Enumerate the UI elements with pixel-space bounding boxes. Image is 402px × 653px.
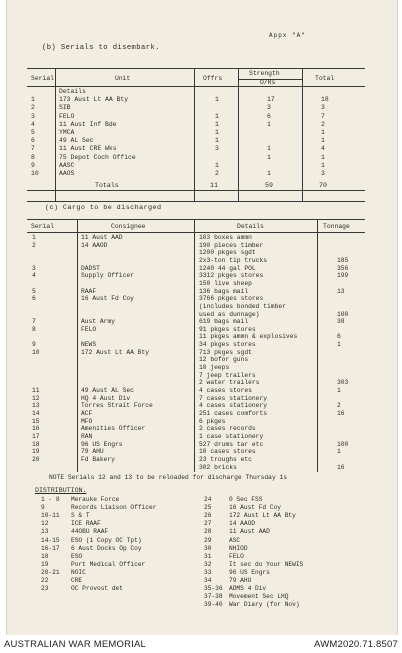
table2-header-tonnage: Tonnage — [323, 223, 350, 230]
footer-accession-number: AWM2020.71.8507 — [314, 639, 398, 650]
details-cell: (includes bonded timber — [199, 302, 286, 310]
details-cell: 3766 pkges stores — [199, 295, 264, 303]
serial-cell: 1 — [32, 234, 36, 241]
document-page — [6, 0, 398, 635]
table1-header-ors: O/Rs — [260, 79, 276, 86]
consignee-cell: 11 Aust AAD — [81, 234, 123, 241]
consignee-cell: MFO — [81, 417, 93, 425]
distribution-number: 16-17 — [41, 544, 60, 552]
serial-cell: 15 — [32, 417, 40, 425]
unit-cell: AAOS — [59, 170, 75, 177]
distribution-recipient: 16 Aust Fd Coy — [229, 504, 281, 512]
consignee-cell: HQ 4 Aust Div — [81, 394, 131, 402]
details-cell: 34 pkges stores — [199, 341, 256, 349]
distribution-number: 9 — [41, 504, 45, 512]
offrs-cell: 1 — [215, 129, 219, 136]
details-cell: 251 cases comforts — [199, 409, 268, 417]
distribution-recipient: Movement Sec LHQ — [229, 593, 289, 601]
table1-row — [31, 137, 371, 145]
note-text: NOTE Serials 12 and 13 to be reloaded for discharge Thursday 1s — [49, 474, 288, 481]
table1-header-serial: Serial — [31, 75, 55, 82]
tonnage-cell: 16 — [337, 409, 345, 417]
distribution-recipient: 44OBU RAAF — [71, 528, 109, 536]
table1-header-total: Total — [315, 75, 335, 82]
ors-cell: 1 — [267, 170, 271, 177]
distribution-recipient: ASC — [229, 536, 241, 544]
distribution-recipient: 0 Sec FSS — [229, 496, 263, 503]
serial-cell: 17 — [32, 432, 40, 440]
serial-cell: 3 — [31, 112, 35, 120]
details-cell: 103 boxes ammn — [199, 234, 252, 241]
total-cell: 7 — [321, 112, 325, 120]
tonnage-cell: 16 — [337, 463, 345, 471]
details-cell: 10 jeeps — [199, 364, 230, 372]
details-cell: 4 cases stores — [199, 387, 252, 394]
table1-totals-total: 70 — [319, 182, 327, 189]
tonnage-cell: 1 — [337, 387, 341, 394]
serial-cell: 13 — [32, 402, 40, 410]
consignee-cell: ACF — [81, 409, 93, 417]
details-cell: 2x3-ton tip trucks — [199, 256, 268, 264]
distribution-recipient: NOIC — [71, 568, 86, 576]
consignee-cell: 79 AHU — [81, 448, 104, 456]
details-cell: 7 cases stationery — [199, 394, 268, 402]
table1-top-rule — [27, 68, 365, 69]
unit-cell: AASC — [59, 161, 75, 169]
unit-cell: 11 Aust Inf Bde — [59, 120, 117, 128]
serial-cell: 12 — [32, 394, 40, 402]
table1-row — [31, 170, 371, 178]
offrs-cell: 2 — [215, 170, 219, 177]
table1-header-unit: Unit — [115, 75, 131, 82]
distribution-number: 20-21 — [41, 568, 60, 576]
distribution-number: 14-15 — [41, 536, 60, 544]
details-cell: 12 bofor guns — [199, 356, 249, 364]
total-cell: 1 — [321, 137, 325, 145]
table1-row — [31, 145, 371, 153]
serial-cell: 8 — [32, 325, 36, 333]
tonnage-cell: 100 — [337, 310, 349, 318]
distribution-number: 23 — [41, 585, 49, 593]
serial-cell: 8 — [31, 153, 35, 161]
details-cell: 6 pkges — [199, 417, 226, 425]
offrs-cell: 1 — [215, 137, 219, 145]
total-cell: 1 — [321, 129, 325, 136]
unit-cell: 49 AL Sec — [59, 137, 94, 145]
total-cell: 4 — [321, 145, 325, 153]
unit-cell: Details — [59, 88, 86, 95]
serial-cell: 10 — [31, 170, 39, 177]
total-cell: 18 — [321, 96, 329, 104]
table2-header-serial: Serial — [31, 223, 55, 230]
details-cell: 190 pieces timber — [199, 241, 264, 249]
distribution-number: 33 — [204, 568, 212, 576]
distribution-recipient: ESO (1 Copy OC Tpt) — [71, 536, 142, 544]
unit-cell: SIB — [59, 104, 71, 112]
serial-cell: 6 — [32, 295, 36, 303]
distribution-number: 24 — [204, 496, 212, 503]
offrs-cell: 3 — [215, 145, 219, 153]
distribution-heading: DISTRIBUTION. — [35, 487, 87, 494]
serial-cell: 1 — [31, 96, 35, 104]
table1-row — [31, 104, 371, 112]
distribution-recipient: It sec do Your NEWIS — [229, 560, 304, 568]
details-cell: 1200 pkges sgdt — [199, 249, 256, 257]
tonnage-cell: 303 — [337, 379, 349, 387]
serial-cell: 18 — [32, 440, 40, 448]
details-cell: 10 cases stores — [199, 448, 256, 456]
tonnage-cell: 38 — [337, 318, 345, 326]
table1-header-strength: Strength — [249, 70, 280, 77]
distribution-recipient: 96 US Engrs — [229, 568, 270, 576]
total-cell: 3 — [321, 104, 325, 112]
distribution-number: 10-11 — [41, 512, 60, 520]
consignee-cell: FELO — [81, 325, 97, 333]
consignee-cell: RAAF — [81, 287, 97, 295]
unit-cell: 173 Aust Lt AA Bty — [59, 96, 129, 104]
distribution-number: 19 — [41, 560, 49, 568]
distribution-recipient: NHIOD — [229, 544, 248, 552]
distribution-number: 35-36 — [204, 585, 223, 593]
distribution-recipient: 6 Aust Docks Op Coy — [71, 544, 142, 552]
tonnage-cell: 185 — [337, 256, 349, 264]
consignee-cell: DADST — [81, 264, 100, 272]
consignee-cell: RAN — [81, 432, 93, 440]
archive-footer — [0, 637, 402, 653]
details-cell: 136 bags mail — [199, 287, 249, 295]
distribution-number: 12 — [41, 520, 49, 528]
ors-cell: 1 — [267, 120, 271, 128]
serial-cell: 7 — [31, 145, 35, 153]
tonnage-cell: 100 — [337, 440, 349, 448]
unit-cell: 75 Depot Coch Office — [59, 153, 136, 161]
table1-row — [31, 129, 371, 137]
tonnage-cell: 2 — [337, 402, 341, 410]
total-cell: 1 — [321, 153, 325, 161]
offrs-cell: 1 — [215, 96, 219, 104]
details-cell: 2 cases records — [199, 425, 256, 433]
total-cell: 3 — [321, 170, 325, 177]
distribution-number: 31 — [204, 552, 212, 560]
table2-header-details: Details — [237, 223, 264, 230]
serial-cell: 9 — [31, 161, 35, 169]
consignee-cell: NEWS — [81, 341, 97, 349]
offrs-cell: 1 — [215, 112, 219, 120]
serial-cell: 2 — [31, 104, 35, 112]
serial-cell: 20 — [32, 455, 40, 463]
distribution-recipient: Records Liaison Officer — [71, 504, 157, 512]
consignee-cell: 172 Aust Lt AA Bty — [81, 348, 150, 356]
details-cell: 1 case stationery — [199, 432, 264, 440]
distribution-number: 13 — [41, 528, 49, 536]
table2-header-consignee: Consignee — [111, 223, 146, 230]
tonnage-cell: 356 — [337, 264, 349, 272]
details-cell: 7 jeep trailers — [199, 371, 256, 379]
consignee-cell: Fd Bakery — [81, 455, 116, 463]
serial-cell: 14 — [32, 409, 40, 417]
total-cell: 2 — [321, 120, 325, 128]
details-cell: 713 pkges sgdt — [199, 348, 252, 356]
distribution-number: 34 — [204, 577, 212, 584]
tonnage-cell: 199 — [337, 272, 349, 280]
footer-institution: AUSTRALIAN WAR MEMORIAL — [4, 639, 147, 650]
serial-cell: 2 — [32, 241, 36, 249]
distribution-number: 22 — [41, 577, 49, 584]
table1-header-rule — [27, 86, 365, 87]
distribution-recipient: ICE RAAF — [71, 520, 101, 528]
table1-row — [31, 113, 371, 121]
distribution-recipient: Merauke Force — [71, 496, 120, 503]
table1-totals-ors: 59 — [265, 182, 273, 189]
offrs-cell: 1 — [215, 120, 219, 128]
serial-cell: 19 — [32, 448, 40, 456]
serial-cell: 5 — [31, 129, 35, 136]
details-cell: 23 troughs etc — [199, 455, 252, 463]
table1-totals-label: Totals — [95, 182, 119, 189]
distribution-recipient: War Diary (for Nov) — [229, 601, 300, 609]
distribution-number: 39-40 — [204, 601, 223, 609]
distribution-number: 30 — [204, 544, 212, 552]
details-cell: 527 drums tar etc — [199, 440, 264, 448]
serial-cell: 10 — [32, 348, 40, 356]
distribution-recipient: 172 Aust Lt AA Bty — [229, 512, 296, 520]
serial-cell: 4 — [31, 120, 35, 128]
ors-cell: 1 — [267, 145, 271, 153]
serial-cell: 5 — [32, 287, 36, 295]
table1-row — [31, 162, 371, 170]
section-c-heading: (c) Cargo to be discharged — [45, 204, 162, 212]
consignee-cell: Supply Officer — [81, 272, 134, 280]
details-cell: 4 cases stationery — [199, 402, 268, 410]
appendix-reference: Appx "A" — [269, 32, 306, 39]
table1-row — [31, 88, 371, 96]
serial-cell: 11 — [32, 387, 40, 394]
section-b-heading: (b) Serials to disembark. — [42, 44, 160, 52]
tonnage-cell: 6 — [337, 333, 341, 341]
distribution-number: 1 - 8 — [41, 496, 60, 503]
serial-cell: 6 — [31, 137, 35, 145]
distribution-recipient: CRE — [71, 577, 83, 584]
distribution-recipient: 14 AAOD — [229, 520, 255, 528]
distribution-number: 25 — [204, 504, 212, 512]
table1-totals-offrs: 11 — [210, 182, 218, 189]
distribution-number: 28 — [204, 528, 212, 536]
table1-totals-rule — [27, 190, 365, 191]
tonnage-cell: 13 — [337, 287, 345, 295]
distribution-number: 26 — [204, 512, 212, 520]
consignee-cell: 14 AAOD — [81, 241, 108, 249]
distribution-recipient: 79 AHU — [229, 577, 252, 584]
details-cell: 91 pkges stores — [199, 325, 256, 333]
distribution-recipient: ADMS 4 Div — [229, 585, 267, 593]
consignee-cell: Torres Strait Force — [81, 402, 153, 410]
table1-header-offrs: Offrs — [203, 75, 223, 82]
serial-cell: 7 — [32, 318, 36, 326]
table1-bottom-rule — [27, 201, 365, 202]
total-cell: 1 — [321, 161, 325, 169]
consignee-cell: 96 US Engrs — [81, 440, 123, 448]
offrs-cell: 1 — [215, 161, 219, 169]
details-cell: 1240 44 gal POL — [199, 264, 256, 272]
ors-cell: 6 — [267, 112, 271, 120]
consignee-cell: Aust Army — [81, 318, 116, 326]
serial-cell: 4 — [32, 272, 36, 280]
consignee-cell: 49 Aust AL Sec — [81, 387, 134, 394]
distribution-number: 18 — [41, 552, 49, 560]
unit-cell: YMCA — [59, 129, 75, 136]
serial-cell: 3 — [32, 264, 36, 272]
distribution-number: 32 — [204, 560, 212, 568]
table2-row — [31, 464, 371, 472]
details-cell: used as dunnage) — [199, 310, 260, 318]
serial-cell: 9 — [32, 341, 36, 349]
distribution-recipient: FELO — [229, 552, 244, 560]
tonnage-cell: 1 — [337, 341, 341, 349]
unit-cell: 11 Aust CRE Wks — [59, 145, 117, 153]
distribution-number: 29 — [204, 536, 212, 544]
details-cell: 302 bricks — [199, 463, 237, 471]
details-cell: 619 bags mail — [199, 318, 249, 326]
tonnage-cell: 1 — [337, 448, 341, 456]
details-cell: 3312 pkges stores — [199, 272, 264, 280]
table1-row — [31, 154, 371, 162]
details-cell: 11 pkges ammn & explosives — [199, 333, 298, 341]
distribution-number: 27 — [204, 520, 212, 528]
distribution-recipient: ESO — [71, 552, 83, 560]
table1-row — [31, 96, 371, 104]
serial-cell: 16 — [32, 425, 40, 433]
ors-cell: 1 — [267, 153, 271, 161]
consignee-cell: Amenities Officer — [81, 425, 146, 433]
table1-row — [31, 121, 371, 129]
details-cell: 150 live sheep — [199, 279, 252, 287]
ors-cell: 3 — [267, 104, 271, 112]
distribution-recipient: S & T — [71, 512, 90, 520]
details-cell: 2 water trailers — [199, 379, 260, 387]
consignee-cell: 16 Aust Fd Coy — [81, 295, 134, 303]
distribution-number: 37-38 — [204, 593, 223, 601]
distribution-recipient: Port Medical Officer — [71, 560, 146, 568]
ors-cell: 17 — [267, 96, 275, 104]
unit-cell: FELO — [59, 112, 75, 120]
distribution-recipient: OC Provost det — [71, 585, 123, 593]
distribution-recipient: 11 Aust AAD — [229, 528, 270, 536]
